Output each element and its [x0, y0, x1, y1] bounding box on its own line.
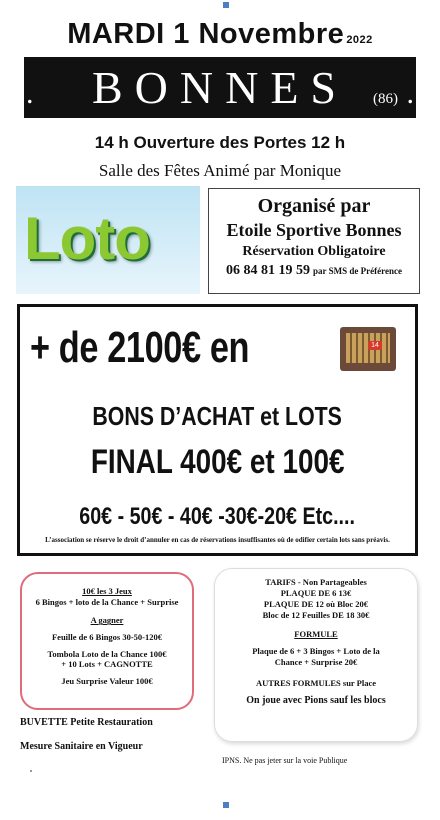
phone-number: 06 84 81 19 59	[226, 263, 311, 278]
city-name: BONNES	[91, 62, 349, 113]
game-line1: 6 Bingos + loto de la Chance + Surprise	[35, 596, 179, 607]
buvette-line: BUVETTE Petite Restauration	[20, 717, 153, 728]
loto-logo-text: Loto	[24, 205, 150, 272]
tarifs-title: TARIFS - Non Partageables	[265, 577, 367, 587]
organizer-name: Etoile Sportive Bonnes	[226, 220, 402, 240]
venue-line: Salle des Fêtes Animé par Monique	[98, 161, 342, 180]
bottom-marker	[223, 802, 229, 808]
autres-formules: AUTRES FORMULES sur Place	[255, 678, 377, 689]
game-price-title: 10€ les 3 Jeux	[82, 586, 132, 596]
tarif-plaque12: PLAQUE DE 12 où Bloc 20€	[263, 599, 369, 610]
disclaimer-note: L’association se réserve le droit d’annuler en cas de réservations insuffisantes où de odifier certain lots sans préavis.	[45, 536, 390, 544]
ipns-line: IPNS. Ne pas jeter sur la voie Publique	[222, 756, 348, 765]
sms-note: par SMS de Préférence	[313, 266, 402, 276]
city-banner	[24, 57, 416, 118]
formule-line1: Plaque de 6 + 3 Bingos + Loto de la	[252, 646, 380, 657]
prize-final-text: FINAL 400€ et 100€	[90, 443, 345, 481]
prize-amounts-text: 60€ - 50€ - 40€ -30€-20€ Etc....	[79, 503, 356, 530]
top-marker	[223, 2, 229, 8]
organizer-box	[208, 188, 420, 294]
bingo-board-number: 14	[368, 341, 382, 350]
bingo-board-icon	[340, 327, 396, 371]
date-year: 2022	[346, 34, 373, 46]
game-gagner: A gagner	[90, 615, 124, 626]
game-line2: Feuille de 6 Bingos 30-50-120€	[51, 631, 163, 642]
loto-logo	[16, 186, 200, 294]
speck-mark	[30, 770, 32, 772]
phone-line	[209, 263, 419, 279]
event-date	[0, 18, 440, 51]
banner-dot-left: .	[26, 77, 34, 110]
department-number: (86)	[373, 91, 398, 107]
prize-vouchers-text: BONS D’ACHAT et LOTS	[92, 401, 343, 431]
game-line5: Jeu Surprise Valeur 100€	[61, 675, 153, 686]
banner-dot-right: .	[406, 77, 414, 110]
prize-box	[17, 304, 418, 556]
game-line3: Tombola Loto de la Chance 100€	[47, 648, 167, 659]
prize-amounts	[20, 503, 415, 531]
sanitary-line: Mesure Sanitaire en Vigueur	[20, 741, 143, 752]
formule-line2: Chance + Surprise 20€	[274, 657, 358, 668]
tarif-plaque6: PLAQUE DE 6 13€	[280, 588, 352, 599]
prize-vouchers	[20, 401, 415, 432]
tarifs-box	[214, 568, 418, 742]
formule-title: FORMULE	[294, 629, 338, 640]
game-info-box	[20, 572, 194, 710]
pions-rule: On joue avec Pions sauf les blocs	[246, 695, 386, 707]
organizer-line1: Organisé par	[257, 195, 371, 217]
date-text: MARDI 1 Novembre	[67, 18, 345, 50]
tarif-bloc: Bloc de 12 Feuilles DE 18 30€	[262, 610, 370, 621]
reservation-note: Réservation Obligatoire	[242, 244, 386, 259]
time-line: 14 h Ouverture des Portes 12 h	[94, 133, 346, 152]
game-line4: + 10 Lots + CAGNOTTE	[61, 659, 153, 670]
prize-final	[20, 443, 415, 482]
prize-headline: + de 2100€ en	[30, 323, 250, 372]
